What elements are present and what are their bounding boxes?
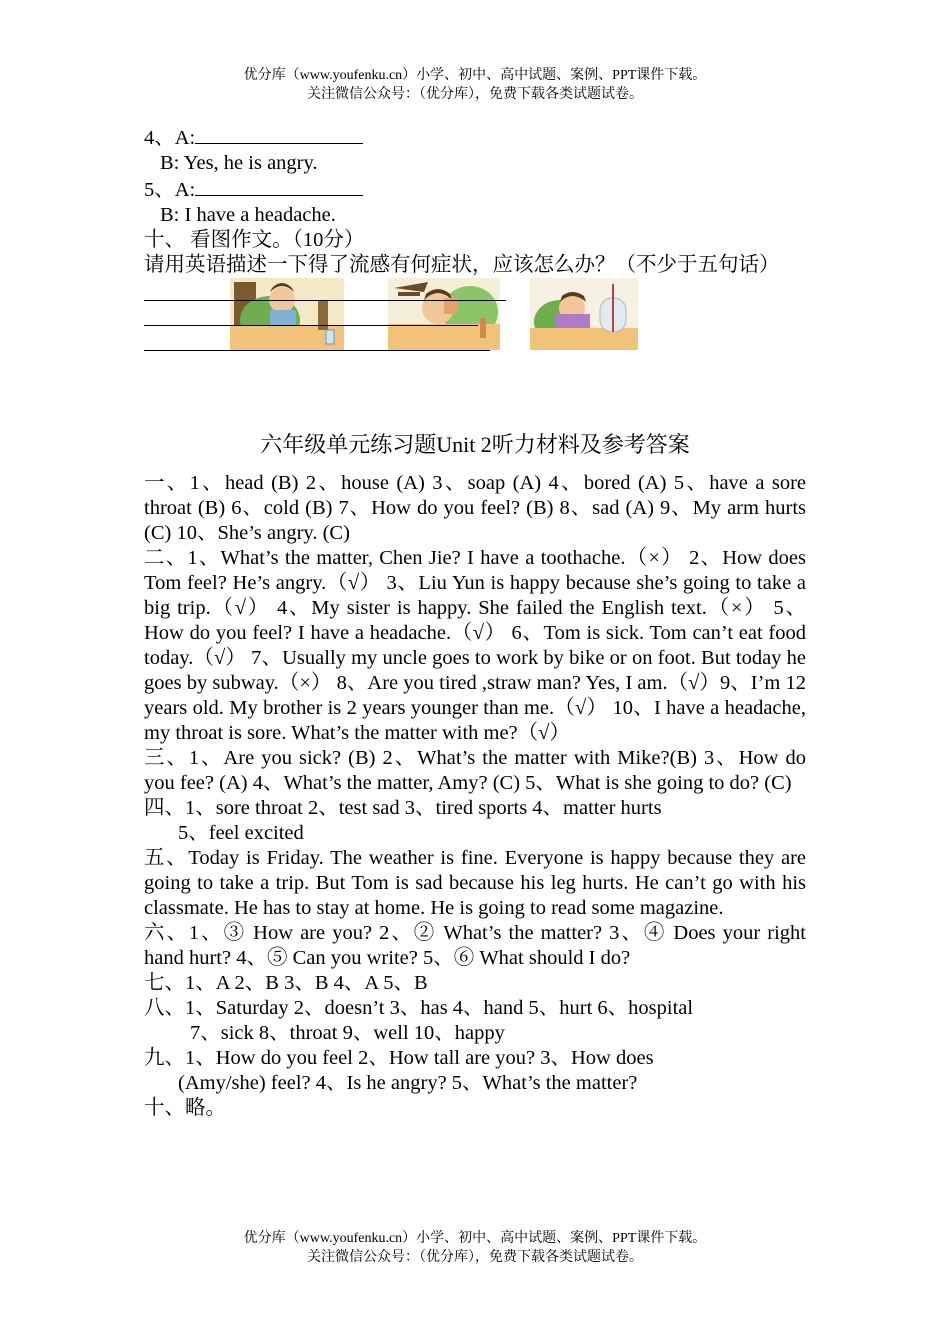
section-10-prompt: 请用英语描述一下得了流感有何症状，应该怎么办？（不少于五句话）: [144, 254, 780, 276]
answer-key-title: 六年级单元练习题Unit 2听力材料及参考答案: [260, 432, 690, 457]
answers-section-8-line-2: 7、sick 8、throat 9、well 10、happy: [190, 1022, 505, 1044]
writing-line-1: [144, 300, 506, 301]
answers-section-4-line-2: 5、feel excited: [178, 822, 304, 844]
question-5-b: B: I have a headache.: [160, 204, 336, 226]
answers-section-2: 二、1、What’s the matter, Chen Jie? I have a toothache.（×） 2、How does Tom feel? He’s angry.（√） 3、Liu Yun is happy because she’s going to take a big trip.（√） 4、My sister is happy. She failed the English text.（×） 5、How do you feel? I have a headache.（√） 6、Tom is sick. Tom can’t eat food today.（√） 7、Usually my uncle goes to work by bike or on foot. But today he goes by subway.（×） 8、Are you tired ,straw man? Yes, I am.（√）9、I’m 12 years old. My brother is 2 years younger than me.（√） 10、I have a headache, my throat is sore. What’s the matter with me?（√）: [144, 547, 806, 744]
page-footer: [0, 1229, 950, 1267]
answer-blank-4: [195, 124, 363, 144]
question-4-a: [144, 124, 806, 151]
header-line-2: 关注微信公众号：（优分库），免费下载各类试题试卷。: [307, 87, 643, 102]
answers-section-8-line-1: 八、1、Saturday 2、doesn’t 3、has 4、hand 5、hurt 6、hospital: [144, 997, 694, 1019]
answers-section-1: 一、1、head (B) 2、house (A) 3、soap (A) 4、bored (A) 5、have a sore throat (B) 6、cold (B) 7、How do you feel? (B) 8、sad (A) 9、My arm hurts (C) 10、She’s angry. (C): [144, 472, 806, 544]
answers-section-3: 三、1、Are you sick? (B) 2、What’s the matter with Mike?(B) 3、How do you fee? (A) 4、What’s the matter, Amy? (C) 5、What is she going to do? (C): [144, 747, 806, 794]
sick-girl-in-bed-illustration: [530, 278, 638, 350]
answers-section-7: 七、1、A 2、B 3、B 4、A 5、B: [144, 972, 428, 994]
answers-section-10: 十、略。: [144, 1097, 226, 1119]
answers-section-9-line-1: 九、1、How do you feel 2、How tall are you? 3、How does: [144, 1047, 654, 1069]
section-10-heading: 十、 看图作文。（10分）: [144, 229, 365, 251]
question-4-b: B: Yes, he is angry.: [160, 152, 318, 174]
answers-section-9-line-2: (Amy/she) feel? 4、Is he angry? 5、What’s the matter?: [178, 1072, 638, 1094]
question-4-a-label: 4、A:: [144, 127, 196, 149]
header-line-1: 优分库（www.youfenku.cn）小学、初中、高中试题、案例、PPT课件下载。: [243, 68, 707, 83]
page-body: [144, 124, 806, 1121]
answers-section-6: 六、1、③ How are you? 2、② What’s the matter? 3、④ Does your right hand hurt? 4、⑤ Can you write? 5、⑥ What should I do?: [144, 922, 806, 969]
question-5-a: [144, 176, 806, 203]
answers-section-5: 五、Today is Friday. The weather is fine. Everyone is happy because they are going to take a trip. But Tom is sad because his leg hurts. He can’t go with his classmate. He has to stay at home. He is going to read some magazine.: [144, 847, 806, 919]
answers-section-4-line-1: 四、1、sore throat 2、test sad 3、tired sports 4、matter hurts: [144, 797, 662, 819]
question-5-a-label: 5、A:: [144, 179, 196, 201]
sick-boy-in-bed-illustration: [230, 278, 344, 350]
footer-line-2: 关注微信公众号：（优分库），免费下载各类试题试卷。: [307, 1250, 643, 1265]
footer-line-1: 优分库（www.youfenku.cn）小学、初中、高中试题、案例、PPT课件下载。: [243, 1231, 707, 1246]
writing-area: [144, 278, 806, 384]
page-header: [0, 66, 950, 104]
writing-line-3: [144, 350, 490, 351]
writing-line-2: [144, 325, 478, 326]
answer-blank-5: [195, 176, 363, 196]
boy-with-headache-illustration: [388, 278, 500, 350]
